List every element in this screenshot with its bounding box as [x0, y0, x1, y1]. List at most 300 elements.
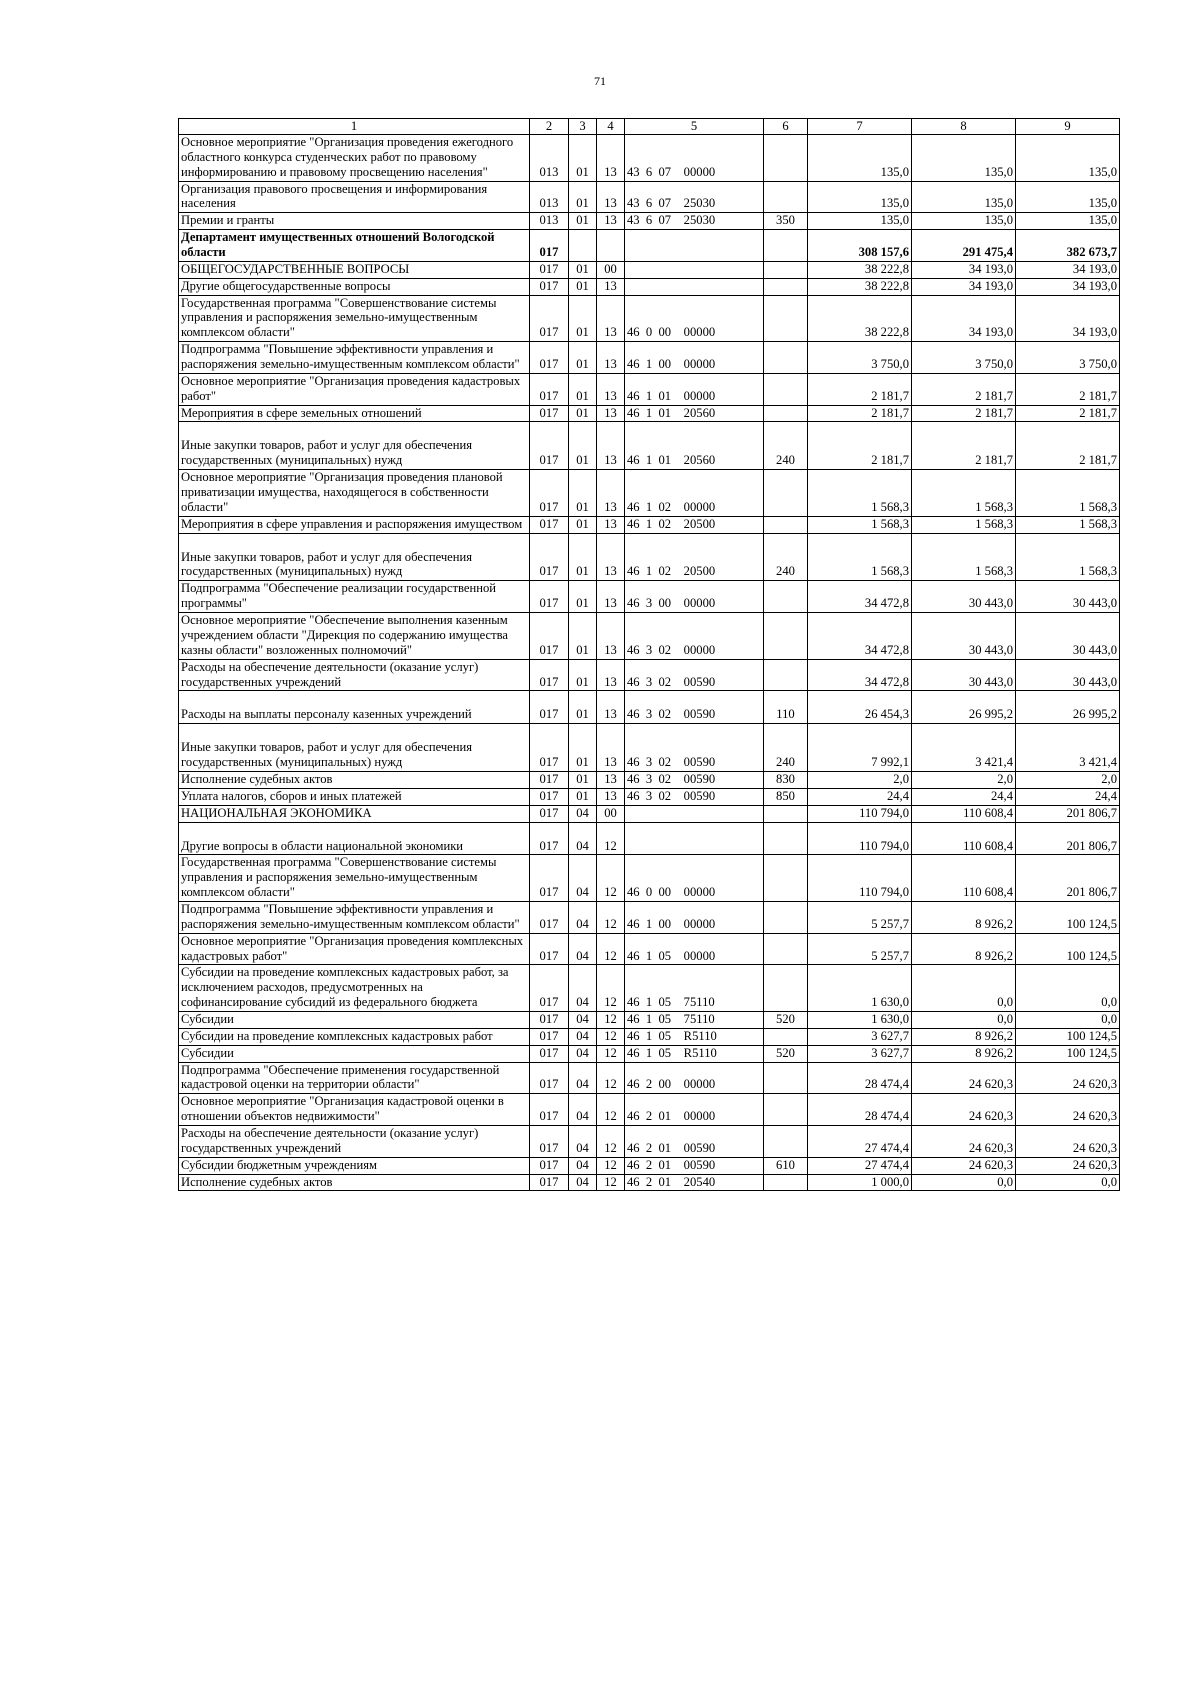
row-amount-year3: 1 568,3: [1016, 516, 1120, 533]
row-target-code: 46 0 00 00000: [625, 295, 764, 342]
row-expense-type: [764, 659, 808, 691]
row-expense-type: [764, 405, 808, 422]
row-name: Другие вопросы в области национальной экономики: [179, 822, 530, 855]
row-amount-year2: 0,0: [912, 1011, 1016, 1028]
row-amount-year2: 3 421,4: [912, 724, 1016, 772]
row-target-code: 46 3 02 00590: [625, 771, 764, 788]
row-name: Мероприятия в сфере управления и распоряжения имуществом: [179, 516, 530, 533]
row-ministry-code: 017: [530, 373, 569, 405]
column-header: 3: [569, 119, 597, 135]
row-section-code: 01: [569, 533, 597, 581]
row-ministry-code: 017: [530, 278, 569, 295]
row-amount-year3: 100 124,5: [1016, 1045, 1120, 1062]
row-amount-year1: 110 794,0: [808, 855, 912, 902]
table-row: [179, 1125, 1120, 1157]
row-ministry-code: 017: [530, 470, 569, 517]
row-amount-year1: 5 257,7: [808, 933, 912, 965]
row-target-code: 46 1 00 00000: [625, 342, 764, 374]
row-amount-year3: 2 181,7: [1016, 422, 1120, 470]
row-amount-year3: 26 995,2: [1016, 691, 1120, 724]
row-amount-year3: 135,0: [1016, 181, 1120, 213]
row-subsection-code: 12: [597, 822, 625, 855]
row-name: ОБЩЕГОСУДАРСТВЕННЫЕ ВОПРОСЫ: [179, 261, 530, 278]
row-subsection-code: 12: [597, 1011, 625, 1028]
row-ministry-code: 017: [530, 1011, 569, 1028]
row-ministry-code: 017: [530, 261, 569, 278]
row-name: Расходы на обеспечение деятельности (оказание услуг) государственных учреждений: [179, 659, 530, 691]
row-name: Подпрограмма "Обеспечение реализации государственной программы": [179, 581, 530, 613]
page-number: 71: [594, 74, 606, 88]
row-section-code: 01: [569, 405, 597, 422]
row-amount-year2: 110 608,4: [912, 822, 1016, 855]
row-amount-year2: 135,0: [912, 181, 1016, 213]
column-header: 8: [912, 119, 1016, 135]
row-target-code: 46 2 01 00590: [625, 1157, 764, 1174]
row-section-code: 04: [569, 1094, 597, 1126]
row-amount-year2: 26 995,2: [912, 691, 1016, 724]
row-amount-year2: 135,0: [912, 135, 1016, 182]
row-expense-type: 520: [764, 1011, 808, 1028]
row-ministry-code: 017: [530, 901, 569, 933]
table-row: [179, 295, 1120, 342]
row-expense-type: 240: [764, 422, 808, 470]
row-section-code: 01: [569, 724, 597, 772]
row-expense-type: [764, 613, 808, 660]
row-name: Подпрограмма "Повышение эффективности управления и распоряжения земельно-имущественным комплексом области": [179, 342, 530, 374]
row-amount-year2: 24 620,3: [912, 1094, 1016, 1126]
table-row: [179, 855, 1120, 902]
column-header: 6: [764, 119, 808, 135]
row-target-code: 46 1 05 00000: [625, 933, 764, 965]
row-amount-year1: 1 630,0: [808, 965, 912, 1012]
row-section-code: 01: [569, 771, 597, 788]
row-name: Субсидии: [179, 1011, 530, 1028]
row-name: Субсидии бюджетным учреждениям: [179, 1157, 530, 1174]
row-subsection-code: 12: [597, 1094, 625, 1126]
row-amount-year3: 2 181,7: [1016, 373, 1120, 405]
row-subsection-code: 12: [597, 1157, 625, 1174]
table-row: [179, 1174, 1120, 1191]
row-amount-year1: 135,0: [808, 213, 912, 230]
row-amount-year1: 34 472,8: [808, 613, 912, 660]
row-amount-year1: 308 157,6: [808, 230, 912, 262]
row-amount-year1: 135,0: [808, 135, 912, 182]
row-subsection-code: 13: [597, 581, 625, 613]
row-target-code: [625, 261, 764, 278]
row-section-code: 04: [569, 965, 597, 1012]
row-section-code: 01: [569, 181, 597, 213]
row-target-code: 46 3 02 00590: [625, 691, 764, 724]
row-target-code: 46 1 05 75110: [625, 965, 764, 1012]
table-row: [179, 805, 1120, 822]
row-subsection-code: 13: [597, 135, 625, 182]
row-name: Мероприятия в сфере земельных отношений: [179, 405, 530, 422]
row-amount-year1: 1 000,0: [808, 1174, 912, 1191]
table-row: [179, 691, 1120, 724]
row-subsection-code: 12: [597, 1045, 625, 1062]
row-amount-year3: 24 620,3: [1016, 1157, 1120, 1174]
row-amount-year1: 38 222,8: [808, 295, 912, 342]
row-subsection-code: 12: [597, 1125, 625, 1157]
row-ministry-code: 013: [530, 135, 569, 182]
row-subsection-code: 13: [597, 422, 625, 470]
row-target-code: 46 2 01 20540: [625, 1174, 764, 1191]
row-amount-year2: 8 926,2: [912, 1045, 1016, 1062]
row-amount-year2: 30 443,0: [912, 659, 1016, 691]
row-amount-year2: 110 608,4: [912, 805, 1016, 822]
row-section-code: 01: [569, 135, 597, 182]
row-expense-type: [764, 965, 808, 1012]
row-name: Государственная программа "Совершенствование системы управления и распоряжения земельно-имущественным комплексом области": [179, 295, 530, 342]
row-target-code: 46 1 01 00000: [625, 373, 764, 405]
row-amount-year1: 2 181,7: [808, 373, 912, 405]
column-header: 4: [597, 119, 625, 135]
table-row: [179, 422, 1120, 470]
row-amount-year1: 3 627,7: [808, 1045, 912, 1062]
row-amount-year2: 34 193,0: [912, 295, 1016, 342]
row-ministry-code: 017: [530, 1125, 569, 1157]
column-header: 2: [530, 119, 569, 135]
row-amount-year3: 24 620,3: [1016, 1094, 1120, 1126]
row-ministry-code: 017: [530, 1094, 569, 1126]
row-amount-year3: 201 806,7: [1016, 805, 1120, 822]
row-amount-year2: 34 193,0: [912, 261, 1016, 278]
row-amount-year3: 0,0: [1016, 965, 1120, 1012]
row-name: Основное мероприятие "Организация проведения комплексных кадастровых работ": [179, 933, 530, 965]
row-amount-year2: 2 181,7: [912, 422, 1016, 470]
row-expense-type: [764, 1094, 808, 1126]
row-amount-year3: 34 193,0: [1016, 261, 1120, 278]
column-header: 5: [625, 119, 764, 135]
row-name: Подпрограмма "Повышение эффективности управления и распоряжения земельно-имущественным комплексом области": [179, 901, 530, 933]
row-amount-year2: 30 443,0: [912, 581, 1016, 613]
row-ministry-code: 017: [530, 788, 569, 805]
row-subsection-code: [597, 230, 625, 262]
row-section-code: 04: [569, 933, 597, 965]
row-amount-year3: 2,0: [1016, 771, 1120, 788]
row-amount-year2: 24 620,3: [912, 1157, 1016, 1174]
row-amount-year3: 0,0: [1016, 1011, 1120, 1028]
row-amount-year2: 2,0: [912, 771, 1016, 788]
row-amount-year2: 135,0: [912, 213, 1016, 230]
row-subsection-code: 12: [597, 1028, 625, 1045]
row-name: Иные закупки товаров, работ и услуг для обеспечения государственных (муниципальных) нужд: [179, 422, 530, 470]
row-expense-type: [764, 342, 808, 374]
row-amount-year3: 382 673,7: [1016, 230, 1120, 262]
row-target-code: 46 3 02 00590: [625, 724, 764, 772]
row-amount-year2: 34 193,0: [912, 278, 1016, 295]
row-ministry-code: 017: [530, 422, 569, 470]
row-amount-year2: 24 620,3: [912, 1125, 1016, 1157]
row-amount-year3: 201 806,7: [1016, 855, 1120, 902]
table-row: [179, 1062, 1120, 1094]
row-ministry-code: 017: [530, 659, 569, 691]
row-section-code: 04: [569, 805, 597, 822]
row-subsection-code: 12: [597, 901, 625, 933]
table-row: [179, 1011, 1120, 1028]
row-name: Другие общегосударственные вопросы: [179, 278, 530, 295]
row-subsection-code: 13: [597, 724, 625, 772]
row-expense-type: [764, 855, 808, 902]
row-expense-type: [764, 901, 808, 933]
table-row: [179, 342, 1120, 374]
row-amount-year3: 30 443,0: [1016, 581, 1120, 613]
row-ministry-code: 017: [530, 805, 569, 822]
row-name: Организация правового просвещения и информирования населения: [179, 181, 530, 213]
row-section-code: 04: [569, 901, 597, 933]
row-amount-year1: 34 472,8: [808, 581, 912, 613]
row-target-code: 46 1 01 20560: [625, 405, 764, 422]
table-row: [179, 278, 1120, 295]
table-row: [179, 965, 1120, 1012]
table-row: [179, 1094, 1120, 1126]
row-target-code: 46 1 05 R5110: [625, 1028, 764, 1045]
table-row: [179, 1157, 1120, 1174]
row-amount-year3: 30 443,0: [1016, 613, 1120, 660]
table-row: [179, 261, 1120, 278]
row-section-code: 01: [569, 470, 597, 517]
row-subsection-code: 13: [597, 516, 625, 533]
row-expense-type: [764, 516, 808, 533]
row-target-code: 46 3 02 00590: [625, 659, 764, 691]
row-amount-year1: 110 794,0: [808, 805, 912, 822]
row-section-code: 04: [569, 1045, 597, 1062]
table-row: [179, 771, 1120, 788]
row-name: Уплата налогов, сборов и иных платежей: [179, 788, 530, 805]
row-expense-type: 240: [764, 724, 808, 772]
row-amount-year1: 38 222,8: [808, 261, 912, 278]
row-section-code: 01: [569, 659, 597, 691]
row-ministry-code: 017: [530, 691, 569, 724]
row-expense-type: [764, 261, 808, 278]
row-amount-year2: 30 443,0: [912, 613, 1016, 660]
row-ministry-code: 017: [530, 533, 569, 581]
row-name: Иные закупки товаров, работ и услуг для обеспечения государственных (муниципальных) нужд: [179, 533, 530, 581]
table-row: [179, 724, 1120, 772]
row-amount-year1: 28 474,4: [808, 1094, 912, 1126]
row-expense-type: [764, 278, 808, 295]
row-section-code: 01: [569, 342, 597, 374]
budget-table: [178, 118, 1120, 1191]
row-name: Основное мероприятие "Организация кадастровой оценки в отношении объектов недвижимости": [179, 1094, 530, 1126]
row-target-code: 46 3 02 00590: [625, 788, 764, 805]
row-amount-year3: 3 750,0: [1016, 342, 1120, 374]
row-amount-year2: 110 608,4: [912, 855, 1016, 902]
column-header: 1: [179, 119, 530, 135]
table-row: [179, 581, 1120, 613]
row-expense-type: 350: [764, 213, 808, 230]
row-amount-year1: 24,4: [808, 788, 912, 805]
row-expense-type: 850: [764, 788, 808, 805]
row-amount-year1: 26 454,3: [808, 691, 912, 724]
row-amount-year3: 34 193,0: [1016, 278, 1120, 295]
row-section-code: 01: [569, 788, 597, 805]
row-expense-type: [764, 470, 808, 517]
row-target-code: [625, 822, 764, 855]
row-name: Иные закупки товаров, работ и услуг для обеспечения государственных (муниципальных) нужд: [179, 724, 530, 772]
row-section-code: 01: [569, 516, 597, 533]
row-section-code: 01: [569, 613, 597, 660]
row-target-code: 46 0 00 00000: [625, 855, 764, 902]
row-amount-year2: 0,0: [912, 1174, 1016, 1191]
row-amount-year3: 135,0: [1016, 213, 1120, 230]
row-target-code: 46 1 02 00000: [625, 470, 764, 517]
row-expense-type: 110: [764, 691, 808, 724]
row-subsection-code: 13: [597, 613, 625, 660]
table-row: [179, 516, 1120, 533]
row-name: Исполнение судебных актов: [179, 1174, 530, 1191]
row-amount-year3: 135,0: [1016, 135, 1120, 182]
row-amount-year2: 2 181,7: [912, 373, 1016, 405]
table-row: [179, 788, 1120, 805]
row-subsection-code: 12: [597, 1174, 625, 1191]
row-name: Основное мероприятие "Обеспечение выполнения казенным учреждением области "Дирекция по содержанию имущества казны области" возложенных полномочий": [179, 613, 530, 660]
row-amount-year1: 27 474,4: [808, 1125, 912, 1157]
row-section-code: 04: [569, 1157, 597, 1174]
row-section-code: 04: [569, 1174, 597, 1191]
row-subsection-code: 12: [597, 1062, 625, 1094]
table-row: [179, 1045, 1120, 1062]
row-name: Расходы на выплаты персоналу казенных учреждений: [179, 691, 530, 724]
row-subsection-code: 13: [597, 405, 625, 422]
row-amount-year2: 24,4: [912, 788, 1016, 805]
row-expense-type: 830: [764, 771, 808, 788]
row-ministry-code: 017: [530, 1028, 569, 1045]
row-section-code: 04: [569, 1011, 597, 1028]
row-target-code: 43 6 07 25030: [625, 213, 764, 230]
row-name: Субсидии на проведение комплексных кадастровых работ, за исключением расходов, предусмотренных на софинансирование субсидий из федерального бюджета: [179, 965, 530, 1012]
table-row: [179, 822, 1120, 855]
row-section-code: 01: [569, 295, 597, 342]
row-target-code: 46 3 00 00000: [625, 581, 764, 613]
row-amount-year1: 28 474,4: [808, 1062, 912, 1094]
row-amount-year1: 34 472,8: [808, 659, 912, 691]
row-amount-year3: 201 806,7: [1016, 822, 1120, 855]
row-expense-type: [764, 1062, 808, 1094]
table-row: [179, 1028, 1120, 1045]
row-amount-year2: 24 620,3: [912, 1062, 1016, 1094]
row-expense-type: [764, 805, 808, 822]
row-section-code: 01: [569, 581, 597, 613]
row-amount-year1: 1 630,0: [808, 1011, 912, 1028]
row-amount-year1: 7 992,1: [808, 724, 912, 772]
row-section-code: 04: [569, 1028, 597, 1045]
row-target-code: 46 2 00 00000: [625, 1062, 764, 1094]
row-amount-year1: 1 568,3: [808, 533, 912, 581]
row-amount-year2: 2 181,7: [912, 405, 1016, 422]
row-expense-type: [764, 181, 808, 213]
table-row: [179, 181, 1120, 213]
row-name: Государственная программа "Совершенствование системы управления и распоряжения земельно-имущественным комплексом области": [179, 855, 530, 902]
row-target-code: 46 1 01 20560: [625, 422, 764, 470]
row-expense-type: [764, 295, 808, 342]
row-ministry-code: 017: [530, 1062, 569, 1094]
row-amount-year3: 100 124,5: [1016, 933, 1120, 965]
row-name: Департамент имущественных отношений Вологодской области: [179, 230, 530, 262]
table-row: [179, 659, 1120, 691]
row-amount-year3: 1 568,3: [1016, 470, 1120, 517]
row-amount-year1: 2 181,7: [808, 405, 912, 422]
row-expense-type: [764, 135, 808, 182]
row-name: Подпрограмма "Обеспечение применения государственной кадастровой оценки на территории области": [179, 1062, 530, 1094]
row-amount-year3: 2 181,7: [1016, 405, 1120, 422]
row-subsection-code: 13: [597, 213, 625, 230]
row-subsection-code: 13: [597, 342, 625, 374]
row-expense-type: 240: [764, 533, 808, 581]
row-target-code: 46 1 00 00000: [625, 901, 764, 933]
row-expense-type: [764, 822, 808, 855]
table-row: [179, 901, 1120, 933]
row-ministry-code: 017: [530, 295, 569, 342]
row-section-code: 01: [569, 278, 597, 295]
row-ministry-code: 017: [530, 1174, 569, 1191]
row-name: Основное мероприятие "Организация проведения плановой приватизации имущества, находящегося в собственности области": [179, 470, 530, 517]
row-target-code: 46 1 05 75110: [625, 1011, 764, 1028]
row-amount-year1: 135,0: [808, 181, 912, 213]
row-name: Премии и гранты: [179, 213, 530, 230]
row-subsection-code: 12: [597, 855, 625, 902]
row-target-code: [625, 230, 764, 262]
row-subsection-code: 13: [597, 278, 625, 295]
row-subsection-code: 13: [597, 373, 625, 405]
row-name: Субсидии: [179, 1045, 530, 1062]
row-section-code: 01: [569, 422, 597, 470]
table-row: [179, 470, 1120, 517]
row-ministry-code: 017: [530, 965, 569, 1012]
row-amount-year3: 24 620,3: [1016, 1062, 1120, 1094]
row-ministry-code: 017: [530, 342, 569, 374]
row-expense-type: [764, 1174, 808, 1191]
row-ministry-code: 017: [530, 1157, 569, 1174]
table-row: [179, 533, 1120, 581]
row-ministry-code: 013: [530, 181, 569, 213]
row-amount-year1: 110 794,0: [808, 822, 912, 855]
row-amount-year3: 3 421,4: [1016, 724, 1120, 772]
row-target-code: 43 6 07 00000: [625, 135, 764, 182]
row-subsection-code: 13: [597, 788, 625, 805]
row-amount-year2: 1 568,3: [912, 516, 1016, 533]
row-subsection-code: 00: [597, 805, 625, 822]
table-row: [179, 373, 1120, 405]
row-ministry-code: 017: [530, 581, 569, 613]
row-target-code: 46 2 01 00000: [625, 1094, 764, 1126]
row-expense-type: [764, 581, 808, 613]
row-section-code: 04: [569, 855, 597, 902]
row-amount-year1: 2 181,7: [808, 422, 912, 470]
row-name: НАЦИОНАЛЬНАЯ ЭКОНОМИКА: [179, 805, 530, 822]
row-subsection-code: 13: [597, 771, 625, 788]
row-amount-year1: 1 568,3: [808, 516, 912, 533]
row-amount-year3: 1 568,3: [1016, 533, 1120, 581]
row-amount-year1: 2,0: [808, 771, 912, 788]
row-ministry-code: 017: [530, 405, 569, 422]
row-ministry-code: 017: [530, 516, 569, 533]
row-subsection-code: 12: [597, 933, 625, 965]
table-row: [179, 933, 1120, 965]
table-body: [179, 135, 1120, 1191]
table-row: [179, 213, 1120, 230]
row-target-code: [625, 278, 764, 295]
table-row: [179, 405, 1120, 422]
row-amount-year2: 291 475,4: [912, 230, 1016, 262]
row-subsection-code: 13: [597, 533, 625, 581]
row-amount-year2: 8 926,2: [912, 1028, 1016, 1045]
row-ministry-code: 017: [530, 613, 569, 660]
row-amount-year3: 30 443,0: [1016, 659, 1120, 691]
row-name: Исполнение судебных актов: [179, 771, 530, 788]
row-amount-year2: 0,0: [912, 965, 1016, 1012]
table-row: [179, 613, 1120, 660]
